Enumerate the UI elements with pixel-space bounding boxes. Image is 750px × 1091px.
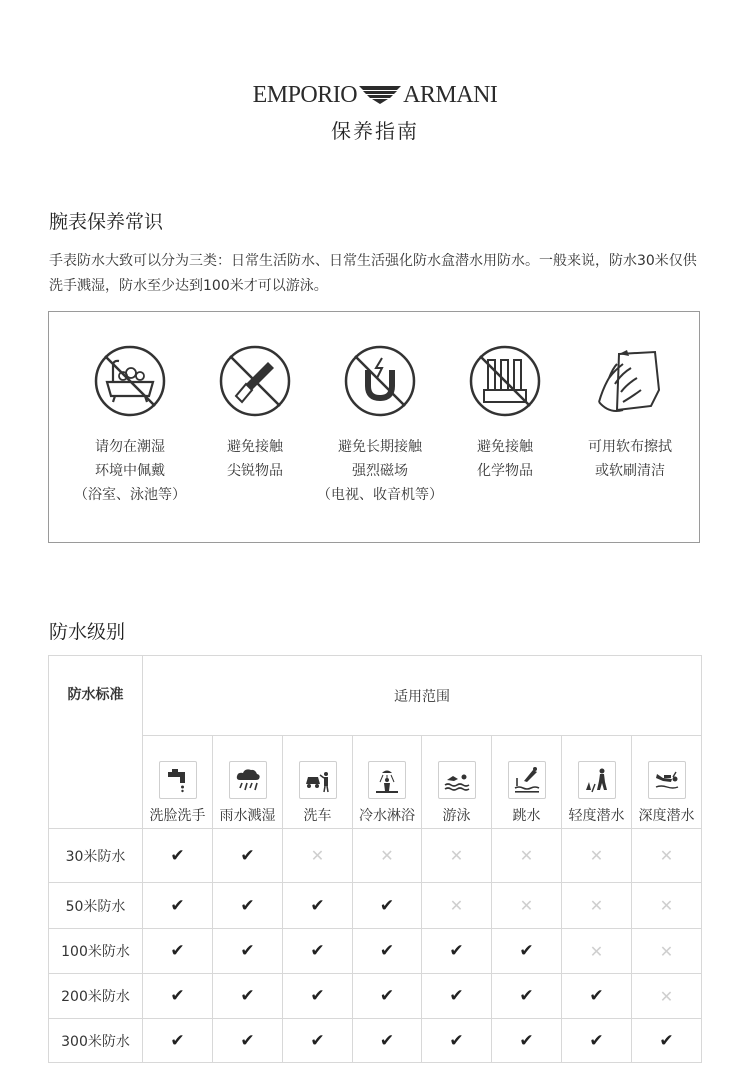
check-mark-icon: ✔ [353,1019,422,1063]
check-mark-icon: ✔ [143,929,213,974]
activity-label: 冷水淋浴 [359,808,415,824]
activity-header-cell [632,736,702,829]
check-mark-icon: ✔ [492,929,562,974]
row-label: 300米防水 [49,1019,143,1063]
check-mark-icon: ✔ [143,974,213,1019]
check-mark-icon: ✔ [283,974,353,1019]
care-item-line: 避免长期接触 [338,439,422,455]
table-row [49,1019,702,1063]
care-section-title: 腕表保养常识 [49,211,164,233]
snorkel-icon [578,761,616,799]
cross-mark-icon: ✕ [632,829,702,883]
activity-header-cell [492,736,562,829]
row-label: 200米防水 [49,974,143,1019]
cross-mark-icon: ✕ [562,829,632,883]
care-item-line: 请勿在潮湿 [95,439,165,455]
care-item-cleaning [565,344,695,483]
faucet-icon [159,761,197,799]
check-mark-icon: ✔ [562,1019,632,1063]
care-item-humidity [65,344,195,507]
check-mark-icon: ✔ [283,929,353,974]
check-mark-icon: ✔ [422,1019,492,1063]
care-item-line: 或软刷清洁 [595,463,665,479]
scuba-icon [648,761,686,799]
check-mark-icon: ✔ [213,883,283,929]
rain-icon [229,761,267,799]
care-item-sharp [190,344,320,483]
activity-header-cell [143,736,213,829]
care-tips-panel [48,311,700,543]
table-row [49,974,702,1019]
water-section-title: 防水级别 [49,621,126,643]
care-item-line: 尖锐物品 [227,463,283,479]
activity-header-cell [213,736,283,829]
brand-logo [0,82,750,109]
care-item-chemicals [440,344,570,483]
row-label: 30米防水 [49,829,143,883]
brand-name-left: EMPORIO [252,82,358,108]
page-subtitle: 保养指南 [331,119,419,143]
no-chemicals-icon [468,344,542,418]
activity-row [49,736,702,829]
check-mark-icon: ✔ [422,929,492,974]
activity-label: 跳水 [512,808,541,824]
cross-mark-icon: ✕ [283,829,353,883]
cross-mark-icon: ✕ [492,883,562,929]
eagle-logo-icon [357,83,403,105]
care-item-line: 化学物品 [477,463,533,479]
cross-mark-icon: ✕ [422,829,492,883]
check-mark-icon: ✔ [492,974,562,1019]
no-knife-icon [218,344,292,418]
check-mark-icon: ✔ [143,1019,213,1063]
shower-icon [368,761,406,799]
care-item-line: （浴室、泳池等） [74,487,186,503]
car-wash-icon [299,761,337,799]
table-row [49,929,702,974]
check-mark-icon: ✔ [632,1019,702,1063]
care-intro-text: 手表防水大致可以分为三类：日常生活防水、日常生活强化防水盒潜水用防水。一般来说，防水30米仅供洗手溅湿，防水至少达到100米才可以游泳。 [49,253,697,294]
cross-mark-icon: ✕ [422,883,492,929]
activity-header-cell [562,736,632,829]
swimming-icon [438,761,476,799]
care-item-line: 避免接触 [227,439,283,455]
care-item-line: 环境中佩戴 [95,463,165,479]
cross-mark-icon: ✕ [562,929,632,974]
cross-mark-icon: ✕ [632,883,702,929]
check-mark-icon: ✔ [353,974,422,1019]
activity-label: 深度潜水 [638,808,695,824]
cross-mark-icon: ✕ [632,974,702,1019]
activity-label: 洗脸洗手 [149,808,206,824]
check-mark-icon: ✔ [213,1019,283,1063]
row-label: 100米防水 [49,929,143,974]
rating-rows [49,829,702,1063]
activity-label: 轻度潜水 [568,808,625,824]
activity-label: 游泳 [442,808,471,824]
check-mark-icon: ✔ [562,974,632,1019]
check-mark-icon: ✔ [213,974,283,1019]
care-item-line: 可用软布擦拭 [588,439,672,455]
care-item-line: （电视、收音机等） [317,487,443,503]
check-mark-icon: ✔ [353,929,422,974]
check-mark-icon: ✔ [143,829,213,883]
table-header-row [49,656,702,736]
water-resistance-table [48,655,702,1063]
cross-mark-icon: ✕ [632,929,702,974]
check-mark-icon: ✔ [422,974,492,1019]
activity-header-cell [353,736,422,829]
table-row [49,883,702,929]
diving-board-icon [508,761,546,799]
check-mark-icon: ✔ [213,929,283,974]
activity-label: 洗车 [303,808,332,824]
cross-mark-icon: ✕ [353,829,422,883]
no-magnet-icon [343,344,417,418]
care-item-line: 强烈磁场 [352,463,408,479]
check-mark-icon: ✔ [213,829,283,883]
check-mark-icon: ✔ [283,1019,353,1063]
activity-header-cell [422,736,492,829]
soft-cloth-icon [593,344,667,418]
standard-header: 防水标准 [49,656,143,829]
check-mark-icon: ✔ [143,883,213,929]
row-label: 50米防水 [49,883,143,929]
check-mark-icon: ✔ [283,883,353,929]
no-bath-icon [93,344,167,418]
table-row [49,829,702,883]
brand-name-right: ARMANI [403,82,498,108]
care-item-magnet [315,344,445,507]
check-mark-icon: ✔ [353,883,422,929]
scope-header: 适用范围 [143,656,702,736]
cross-mark-icon: ✕ [492,829,562,883]
cross-mark-icon: ✕ [562,883,632,929]
care-item-line: 避免接触 [477,439,533,455]
activity-label: 雨水溅湿 [219,808,276,824]
check-mark-icon: ✔ [492,1019,562,1063]
activity-header-cell [283,736,353,829]
